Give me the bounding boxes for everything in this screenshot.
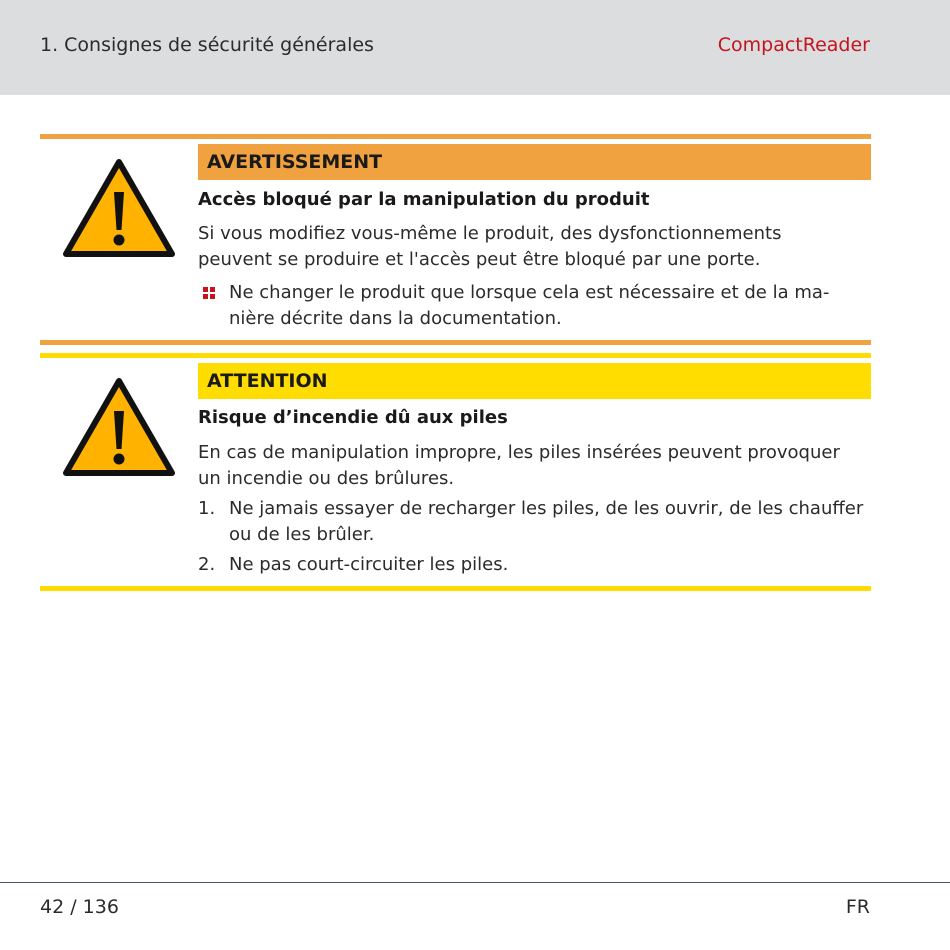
section-title: 1. Consignes de sécurité générales <box>40 34 374 56</box>
caution-top-rule <box>40 353 871 358</box>
product-name: CompactReader <box>717 34 870 56</box>
caution-description-line: En cas de manipulation impropre, les piles insérées peuvent provoquer <box>198 442 840 463</box>
caution-description <box>198 440 878 492</box>
warning-title: Accès bloqué par la manipulation du produit <box>198 189 650 210</box>
page-header <box>0 0 950 95</box>
caution-bottom-rule <box>40 586 871 591</box>
list-number: 1. <box>198 498 216 519</box>
caution-list-item-line: ou de les brûler. <box>229 524 375 545</box>
footer-divider <box>0 882 950 883</box>
caution-list-item-line: Ne pas court-circuiter les piles. <box>229 554 509 575</box>
list-number: 2. <box>198 554 216 575</box>
warning-description-line: Si vous modifiez vous-même le produit, des dysfonctionnements <box>198 223 782 244</box>
caution-list-item <box>198 496 878 548</box>
warning-description <box>198 221 878 273</box>
warning-description-line: peuvent se produire et l'accès peut être bloqué par une porte. <box>198 249 761 270</box>
warning-top-rule <box>40 134 871 139</box>
language-code: FR <box>845 896 870 918</box>
page-number: 42 / 136 <box>40 896 119 918</box>
warning-triangle-icon <box>62 377 176 477</box>
caution-signal-word: ATTENTION <box>198 363 871 399</box>
warning-triangle-icon <box>62 158 176 258</box>
caution-list-item <box>198 552 878 578</box>
warning-signal-word: AVERTISSEMENT <box>198 144 871 180</box>
bullet-square-icon <box>203 287 216 300</box>
warning-bottom-rule <box>40 340 871 345</box>
caution-description-line: un incendie ou des brûlures. <box>198 468 455 489</box>
warning-list-item-line: Ne changer le produit que lorsque cela est nécessaire et de la ma- <box>229 282 830 303</box>
caution-title: Risque d’incendie dû aux piles <box>198 407 508 428</box>
warning-list-item-line: nière décrite dans la documentation. <box>229 308 562 329</box>
warning-list-item <box>198 280 878 332</box>
caution-list-item-line: Ne jamais essayer de recharger les piles, de les ouvrir, de les chauffer <box>229 498 864 519</box>
